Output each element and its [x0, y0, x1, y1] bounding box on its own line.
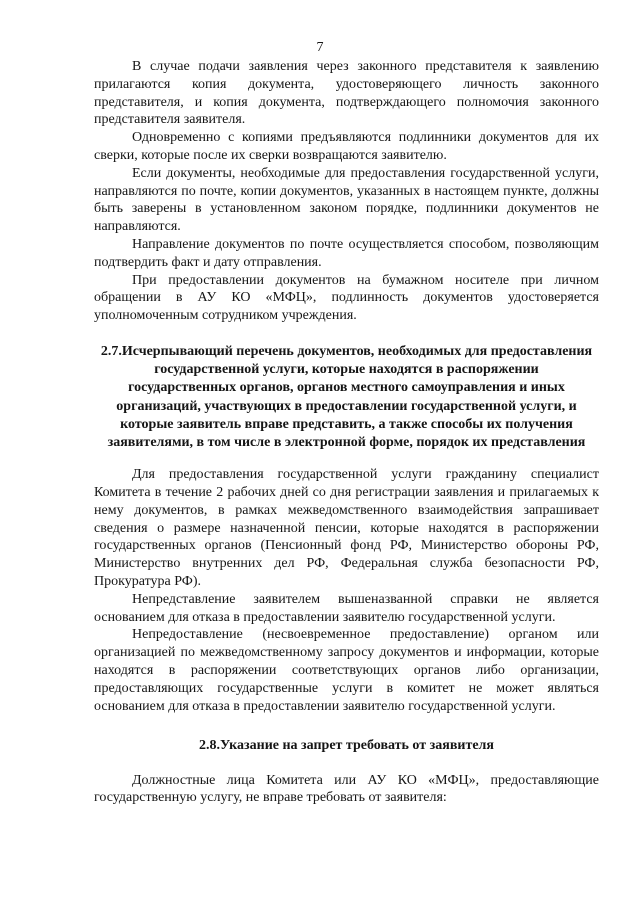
paragraph: В случае подачи заявления через законного представителя к заявлению прилагаются копия документа, удостоверяющего личность законного представителя, и копия документа, подтверждающего полномочия законного представителя заявителя. [94, 59, 599, 128]
section-heading-2-8: 2.8.Указание на запрет требовать от заявителя [199, 738, 494, 754]
paragraph: Непредоставление (несвоевременное предоставление) органом или организацией по межведомственному запросу документов и информации, которые находятся в распоряжении соответствующих органов либо организации, предоставляющих государственные услуги в комитет не может являться основанием для отказа в предоставлении заявителю государственной услуги. [94, 627, 599, 714]
paragraph: Направление документов по почте осуществляется способом, позволяющим подтвердить факт и дату отправления. [94, 236, 599, 270]
paragraph: Если документы, необходимые для предоставления государственной услуги, направляются по почте, копии документов, указанных в настоящем пункте, должны быть заверены в установленном законом порядке, подлинники документов не направляются. [94, 165, 599, 235]
document-body [94, 58, 599, 807]
paragraph: Должностные лица Комитета или АУ КО «МФЦ», предоставляющие государственную услугу, не вправе требовать от заявителя: [94, 772, 599, 806]
section-heading-2-7: 2.7.Исчерпывающий перечень документов, необходимых для предоставления государственной услуги, которые находятся в распоряжении государственных органов, органов местного самоуправления и иных организаций, участвующих в предоставлении государственной услуги, и которые заявитель вправе представить, а также способы их получения заявителями, в том числе в электронной форме, порядок их представления [100, 343, 593, 450]
paragraph: Одновременно с копиями предъявляются подлинники документов для их сверки, которые после их сверки возвращаются заявителю. [94, 130, 599, 163]
paragraph: Непредставление заявителем вышеназванной справки не является основанием для отказа в предоставлении заявителю государственной услуги. [94, 591, 599, 625]
paragraph: При предоставлении документов на бумажном носителе при личном обращении в АУ КО «МФЦ», подлинность документов удостоверяется уполномоченным сотрудником учреждения. [94, 272, 599, 324]
paragraph: Для предоставления государственной услуги гражданину специалист Комитета в течение 2 рабочих дней со дня регистрации заявления и прилагаемых к нему документов, в рамках межведомственного взаимодействия запрашивает сведения о размере назначенной пенсии, которые находятся в распоряжении государственных органов (Пенсионный фонд РФ, Министерство обороны РФ, Министерство внутренних дел РФ, Федеральная служба безопасности РФ, Прокуратура РФ). [94, 467, 599, 589]
page-number: 7 [316, 40, 324, 55]
